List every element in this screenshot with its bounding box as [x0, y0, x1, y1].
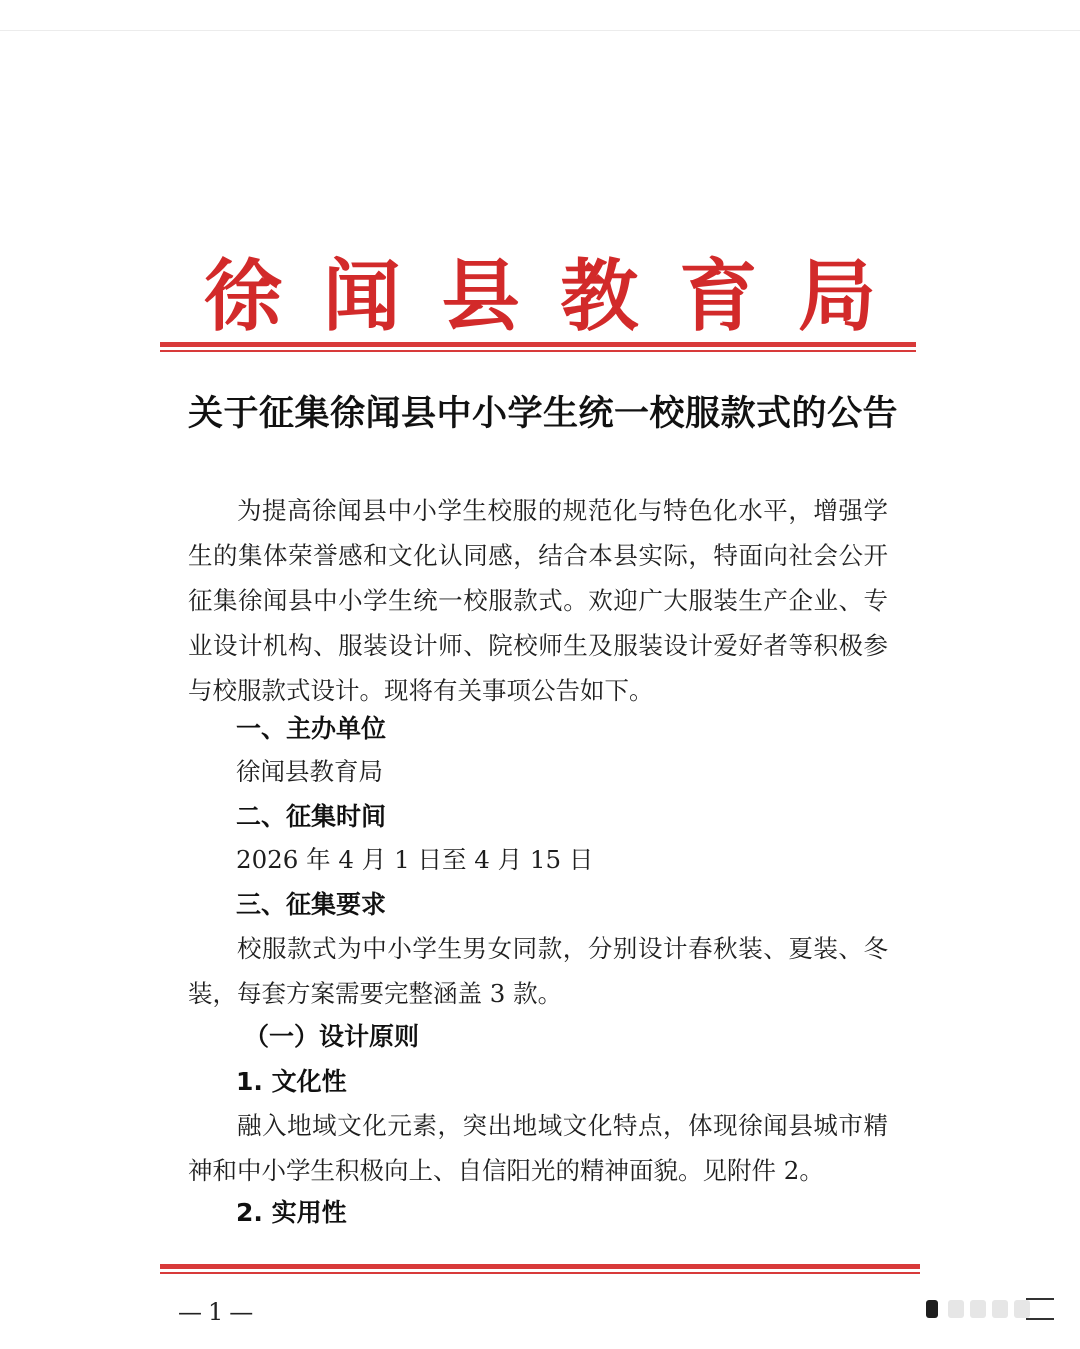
corner-mark-top: [1026, 1298, 1054, 1300]
section-3-heading: 三、征集要求: [236, 890, 387, 919]
section-3-paragraph-block: [188, 926, 888, 1016]
item-2-heading: 2. 实用性: [236, 1198, 347, 1227]
masthead-char: 闻: [322, 251, 401, 342]
item-1-paragraph-block: [188, 1103, 888, 1193]
item-1-heading: 1. 文化性: [236, 1067, 347, 1096]
footer-rule-thin: [160, 1272, 920, 1274]
page-top-edge: [0, 30, 1080, 31]
masthead-char: 教: [560, 251, 639, 342]
scroll-indicator-page[interactable]: [1014, 1300, 1030, 1318]
scroll-indicator-current[interactable]: [926, 1300, 938, 1318]
masthead-char: 育: [679, 251, 758, 342]
scroll-indicator-page[interactable]: [992, 1300, 1008, 1318]
section-1-content: 徐闻县教育局: [236, 757, 383, 786]
scroll-indicator-page[interactable]: [948, 1300, 964, 1318]
section-2-content: 2026 年 4 月 1 日至 4 月 15 日: [236, 845, 594, 874]
section-3-content: 校服款式为中小学生男女同款，分别设计春秋装、夏装、冬装，每套方案需要完整涵盖 3 款。: [188, 934, 888, 1008]
page-number: —1—: [178, 1298, 260, 1326]
scroll-indicator-page[interactable]: [970, 1300, 986, 1318]
corner-mark-bottom: [1026, 1318, 1054, 1320]
masthead-rule-thick: [160, 342, 916, 347]
masthead-char: 县: [441, 251, 520, 342]
masthead-char: 局: [797, 251, 876, 342]
footer-rule-thick: [160, 1264, 920, 1269]
intro-paragraph-block: [188, 488, 888, 713]
subsection-1-heading: （一）设计原则: [244, 1022, 420, 1051]
masthead: [160, 248, 920, 346]
section-1-heading: 一、主办单位: [236, 714, 387, 743]
document-title: 关于征集徐闻县中小学生统一校服款式的公告: [188, 393, 899, 434]
section-2-heading: 二、征集时间: [236, 802, 387, 831]
masthead-char: 徐: [204, 251, 283, 342]
item-1-content: 融入地域文化元素，突出地域文化特点，体现徐闻县城市精神和中小学生积极向上、自信阳光的精神面貌。见附件 2。: [188, 1111, 888, 1185]
masthead-rule-thin: [160, 350, 916, 352]
intro-paragraph: 为提高徐闻县中小学生校服的规范化与特色化水平，增强学生的集体荣誉感和文化认同感，结合本县实际，特面向社会公开征集徐闻县中小学生统一校服款式。欢迎广大服装生产企业、专业设计机构、服装设计师、院校师生及服装设计爱好者等积极参与校服款式设计。现将有关事项公告如下。: [188, 496, 888, 705]
